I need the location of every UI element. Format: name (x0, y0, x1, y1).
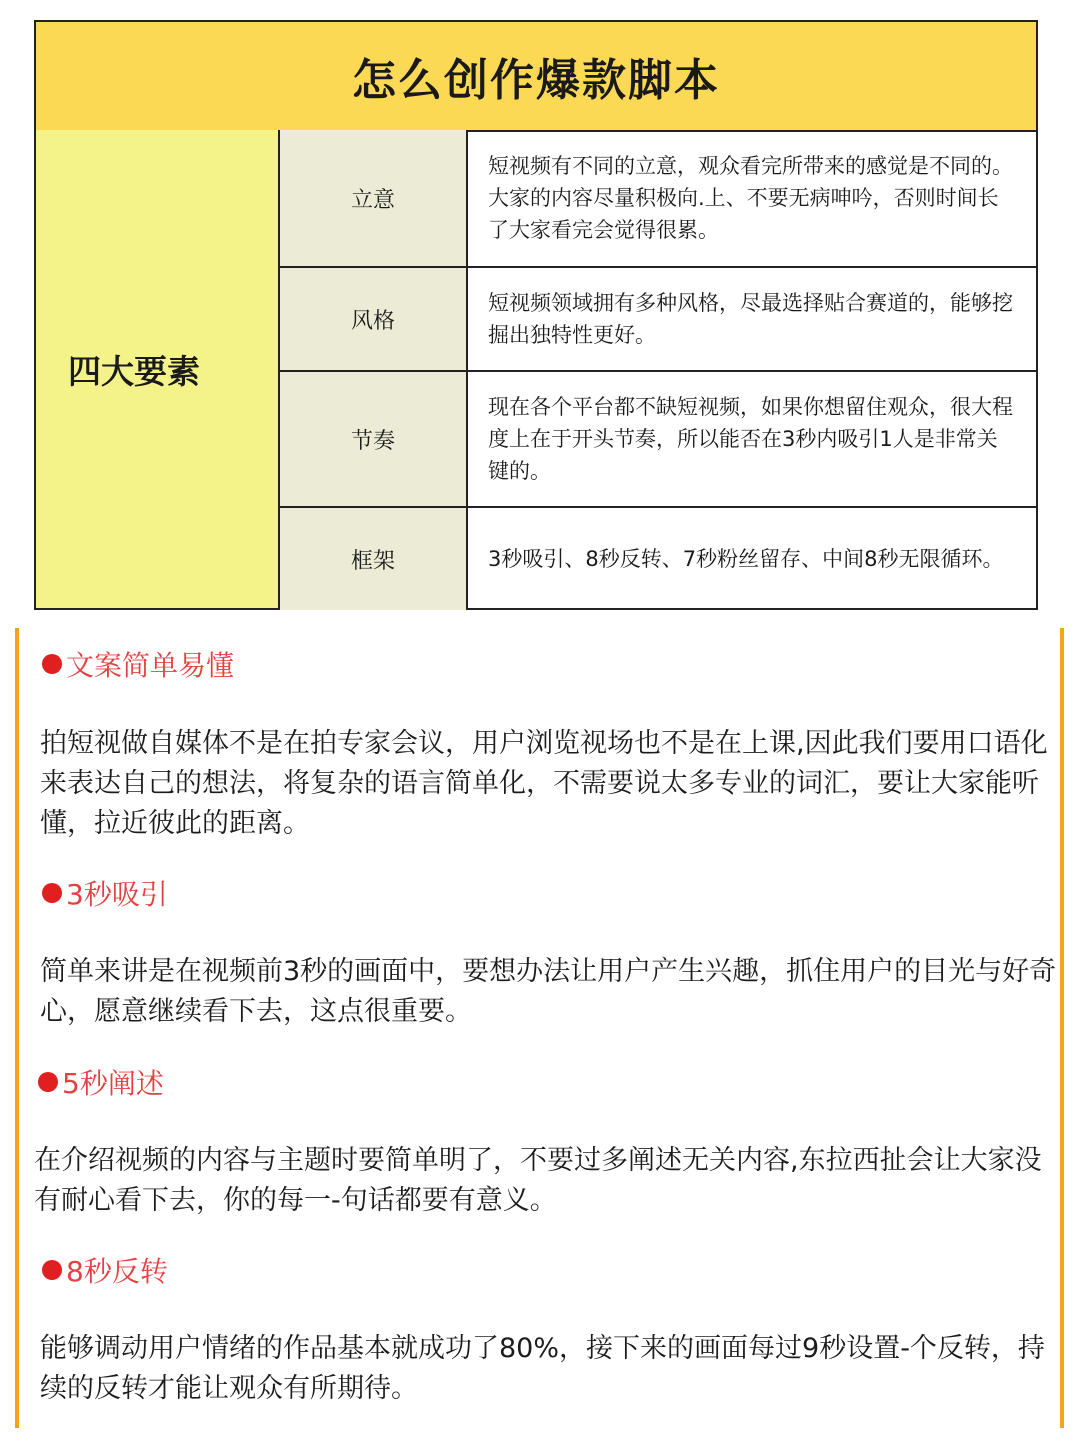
script-table (34, 20, 1038, 610)
section-heading (42, 873, 168, 913)
row-desc: 3秒吸引、8秒反转、7秒粉丝留存、中间8秒无限循环。 (488, 547, 1004, 571)
accent-bar-left (15, 628, 19, 1428)
row-label: 节奏 (280, 372, 468, 506)
section-heading-text: 文案简单易懂 (66, 649, 235, 682)
section-heading-text: 5秒阐述 (62, 1067, 164, 1100)
article-content (0, 628, 1080, 1443)
bullet-dot-icon (42, 654, 62, 674)
table-row (280, 370, 1036, 506)
section-heading-text: 8秒反转 (66, 1255, 168, 1288)
row-label: 框架 (280, 508, 468, 610)
row-desc: 短视频领域拥有多种风格，尽最选择贴合赛道的，能够挖掘出独特性更好。 (488, 291, 1013, 347)
group-label: 四大要素 (36, 130, 280, 608)
section-body: 拍短视做自媒体不是在拍专家会议，用户浏览视场也不是在上课,因此我们要用口语化来表达自己的想法，将复杂的语言简单化，不需要说太多专业的词汇，要让大家能听懂，拉近彼此的距离。 (40, 728, 1048, 839)
bullet-dot-icon (38, 1072, 58, 1092)
table-row (280, 130, 1036, 266)
section-body: 简单来讲是在视频前3秒的画面中，要想办法让用户产生兴趣，抓住用户的目光与好奇心，愿意继续看下去，这点很重要。 (40, 956, 1057, 1027)
row-label: 立意 (280, 130, 468, 266)
section-body: 在介绍视频的内容与主题时要简单明了，不要过多阐述无关内容,东拉西扯会让大家没有耐心看下去，你的每一-句话都要有意义。 (34, 1145, 1042, 1216)
row-desc: 现在各个平台都不缺短视频，如果你想留住观众，很大程度上在于开头节奏，所以能否在3秒内吸引1人是非常关键的。 (488, 395, 1013, 483)
row-desc: 短视频有不同的立意，观众看完所带来的感觉是不同的。大家的内容尽量积极向.上、不要无病呻吟，否则时间长了大家看完会觉得很累。 (488, 154, 1013, 242)
section-heading (38, 1062, 164, 1102)
bullet-dot-icon (42, 883, 62, 903)
accent-bar-right (1060, 628, 1064, 1428)
section-body: 能够调动用户情绪的作品基本就成功了80%，接下来的画面每过9秒设置-个反转，持续的反转才能让观众有所期待。 (40, 1333, 1045, 1404)
bullet-dot-icon (42, 1260, 62, 1280)
table-row (280, 266, 1036, 370)
section-heading (42, 644, 234, 684)
row-label: 风格 (280, 268, 468, 370)
table-row (280, 506, 1036, 610)
section-heading-text: 3秒吸引 (66, 878, 168, 911)
table-title: 怎么创作爆款脚本 (36, 22, 1036, 132)
section-heading (42, 1250, 168, 1290)
